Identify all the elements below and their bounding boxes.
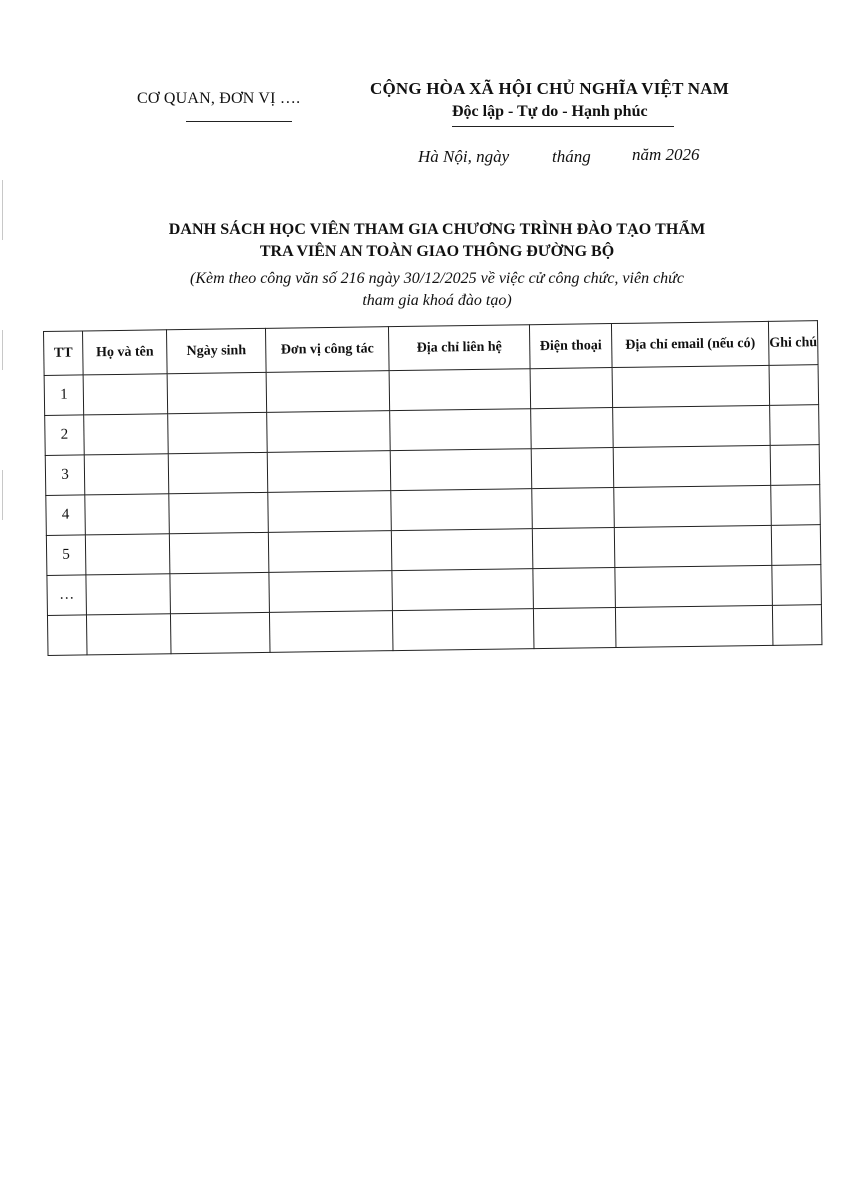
email-cell[interactable] (615, 565, 773, 607)
row-number: 3 (45, 455, 85, 496)
date-of-birth-cell[interactable] (167, 372, 267, 413)
row-number (47, 615, 87, 656)
row-number: … (47, 575, 87, 616)
full-name-cell[interactable] (86, 614, 171, 655)
document-subtitle-line-1: (Kèm theo công văn số 216 ngày 30/12/2025 về việc cử công chức, viên chức (189, 270, 684, 287)
email-cell[interactable] (615, 605, 773, 647)
phone-cell[interactable] (532, 528, 615, 569)
notes-cell[interactable] (769, 365, 819, 406)
month-label: tháng (552, 147, 591, 166)
phone-cell[interactable] (530, 368, 613, 409)
row-number: 1 (44, 375, 84, 416)
full-name-cell[interactable] (86, 574, 171, 615)
contact-address-cell[interactable] (391, 489, 533, 531)
scan-edge-mark (2, 470, 3, 520)
work-unit-cell[interactable] (268, 531, 392, 573)
document-title-line-1: DANH SÁCH HỌC VIÊN THAM GIA CHƯƠNG TRÌNH ĐÀO TẠO THẨM (168, 221, 706, 238)
full-name-cell[interactable] (84, 414, 169, 455)
phone-cell[interactable] (532, 488, 615, 529)
full-name-cell[interactable] (85, 494, 170, 535)
place-day-label: Hà Nội, ngày (418, 147, 510, 166)
work-unit-cell[interactable] (268, 491, 392, 533)
column-header-full-name: Họ và tên (83, 330, 168, 375)
organization-underline (186, 121, 292, 122)
date-of-birth-cell[interactable] (169, 532, 269, 573)
work-unit-cell[interactable] (267, 411, 391, 453)
notes-cell[interactable] (770, 405, 820, 446)
row-number: 2 (45, 415, 85, 456)
email-cell[interactable] (614, 485, 772, 527)
participant-table-wrapper (43, 320, 821, 656)
contact-address-cell[interactable] (390, 409, 532, 451)
column-header-tt: TT (44, 331, 84, 376)
contact-address-cell[interactable] (392, 609, 534, 651)
notes-cell[interactable] (770, 445, 820, 486)
contact-address-cell[interactable] (391, 529, 533, 571)
phone-cell[interactable] (531, 448, 614, 489)
date-of-birth-cell[interactable] (169, 492, 269, 533)
document-subtitle-line-2: tham gia khoá đào tạo) (362, 292, 512, 309)
row-number: 5 (46, 535, 86, 576)
document-title-line-2: TRA VIÊN AN TOÀN GIAO THÔNG ĐƯỜNG BỘ (259, 243, 615, 260)
motto-underline (452, 126, 674, 127)
column-header-phone: Điện thoại (529, 324, 612, 369)
column-header-notes: Ghi chú (768, 321, 818, 366)
scan-edge-mark (2, 330, 3, 370)
full-name-cell[interactable] (85, 534, 170, 575)
year-label: năm 2026 (632, 145, 700, 164)
work-unit-cell[interactable] (267, 451, 391, 493)
phone-cell[interactable] (533, 568, 616, 609)
contact-address-cell[interactable] (390, 449, 532, 491)
column-header-contact-address: Địa chỉ liên hệ (388, 325, 530, 371)
date-of-birth-cell[interactable] (168, 452, 268, 493)
date-of-birth-cell[interactable] (170, 612, 270, 653)
contact-address-cell[interactable] (389, 369, 531, 411)
date-of-birth-cell[interactable] (170, 572, 270, 613)
email-cell[interactable] (612, 365, 770, 407)
participant-table (43, 320, 822, 656)
column-header-email: Địa chỉ email (nếu có) (611, 321, 769, 367)
column-header-work-unit: Đơn vị công tác (265, 327, 389, 373)
national-motto: Độc lập - Tự do - Hạnh phúc (452, 103, 648, 120)
email-cell[interactable] (613, 445, 771, 487)
column-header-date-of-birth: Ngày sinh (166, 328, 266, 373)
notes-cell[interactable] (771, 485, 821, 526)
date-of-birth-cell[interactable] (168, 412, 268, 453)
work-unit-cell[interactable] (269, 611, 393, 653)
work-unit-cell[interactable] (266, 371, 390, 413)
full-name-cell[interactable] (84, 454, 169, 495)
contact-address-cell[interactable] (392, 569, 534, 611)
notes-cell[interactable] (772, 605, 822, 646)
notes-cell[interactable] (772, 565, 822, 606)
notes-cell[interactable] (771, 525, 821, 566)
work-unit-cell[interactable] (269, 571, 393, 613)
organization-name: CƠ QUAN, ĐƠN VỊ …. (137, 90, 301, 107)
row-number: 4 (46, 495, 86, 536)
phone-cell[interactable] (533, 608, 616, 649)
email-cell[interactable] (614, 525, 772, 567)
national-title: CỘNG HÒA XÃ HỘI CHỦ NGHĨA VIỆT NAM (370, 79, 729, 98)
email-cell[interactable] (613, 405, 771, 447)
phone-cell[interactable] (531, 408, 614, 449)
full-name-cell[interactable] (83, 374, 168, 415)
